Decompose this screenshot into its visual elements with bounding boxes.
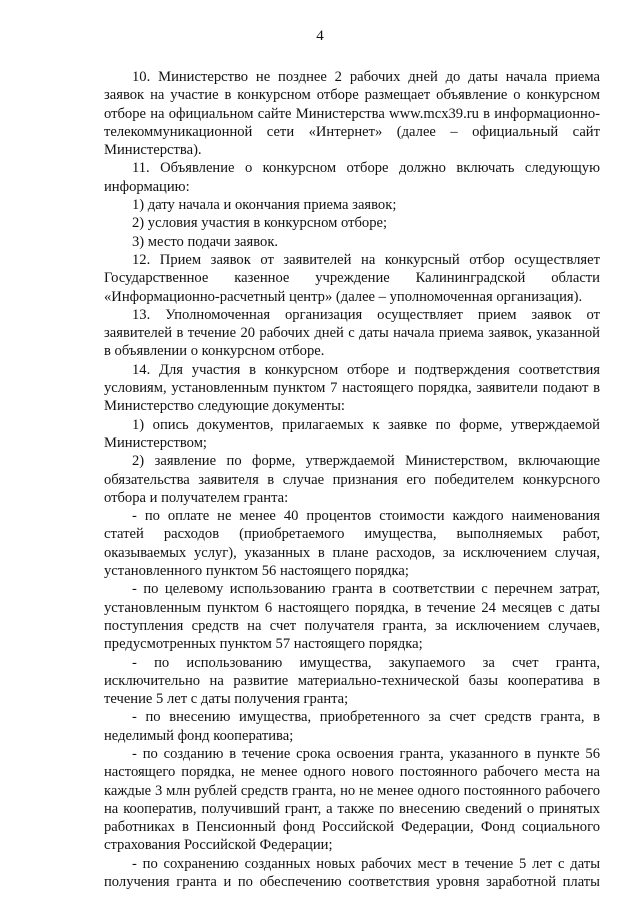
- document-item-1: 1) опись документов, прилагаемых к заявке по форме, утверждаемой Министерством;: [104, 416, 600, 451]
- paragraph-13: 13. Уполномоченная организация осуществляет прием заявок от заявителей в течение 20 рабочих дней с даты начала приема заявок, указанной в объявлении о конкурсном отборе.: [104, 306, 600, 360]
- paragraph-14: 14. Для участия в конкурсном отборе и подтверждения соответствия условиям, установленным пунктом 7 настоящего порядка, заявители подают в Министерство следующие документы:: [104, 361, 600, 415]
- obligation-indivisible-fund: - по внесению имущества, приобретенного за счет средств гранта, в неделимый фонд кооператива;: [104, 709, 600, 744]
- list-item-2: 2) условия участия в конкурсном отборе;: [132, 215, 388, 232]
- paragraph-11: 11. Объявление о конкурсном отборе должно включать следующую информацию:: [104, 160, 600, 195]
- paragraph-12: 12. Прием заявок от заявителей на конкурсный отбор осуществляет Государственное казенное учреждение Калининградской области «Информационно-расчетный центр» (далее – уполномоченная организация).: [104, 251, 600, 305]
- document-item-2: 2) заявление по форме, утверждаемой Министерством, включающие обязательства заявителя в случае признания его победителем конкурсного отбора и получателем гранта:: [104, 453, 600, 506]
- list-item-3: 3) место подачи заявок.: [132, 233, 279, 250]
- obligation-payment: - по оплате не менее 40 процентов стоимости каждого наименования статей расходов (приобретаемого имущества, выполняемых работ, оказываемых услуг), указанных в плане расходов, за исключением случая, установленного пунктом 56 настоящего порядка;: [104, 508, 600, 580]
- page-number: 4: [316, 28, 324, 44]
- obligation-property-use: - по использованию имущества, закупаемого за счет гранта, исключительно на развитие материально-технической базы кооператива в течение 5 лет с даты получения гранта;: [104, 654, 600, 708]
- obligation-job-retention: - по сохранению созданных новых рабочих мест в течение 5 лет с даты получения гранта и по обеспечению соответствия уровня заработной платы: [104, 855, 600, 891]
- obligation-job-creation: - по созданию в течение срока освоения гранта, указанного в пункте 56 настоящего порядка, не менее одного нового постоянного рабочего места на каждые 3 млн рублей средств гранта, но не менее одного постоянного рабочего на кооператив, получивший грант, а также по внесению сведений о принятых работниках в Пенсионный фонд Российской Федерации, Фонд социального страхования Российской Федерации;: [104, 745, 600, 854]
- paragraph-10: 10. Министерство не позднее 2 рабочих дней до даты начала приема заявок на участие в конкурсном отборе размещает объявление о конкурсном отборе на официальном сайте Министерства www.mcx39.ru в информационно-телекоммуникационной сети «Интернет» (далее – официальный сайт Министерства).: [104, 69, 600, 159]
- list-item-1: 1) дату начала и окончания приема заявок;: [132, 197, 397, 214]
- document-body: [104, 68, 600, 891]
- obligation-target-use: - по целевому использованию гранта в соответствии с перечнем затрат, установленным пунктом 6 настоящего порядка, в течение 24 месяцев с даты поступления средств на счет получателя гранта, за исключением случаев, предусмотренных пунктом 57 настоящего порядка;: [104, 581, 600, 653]
